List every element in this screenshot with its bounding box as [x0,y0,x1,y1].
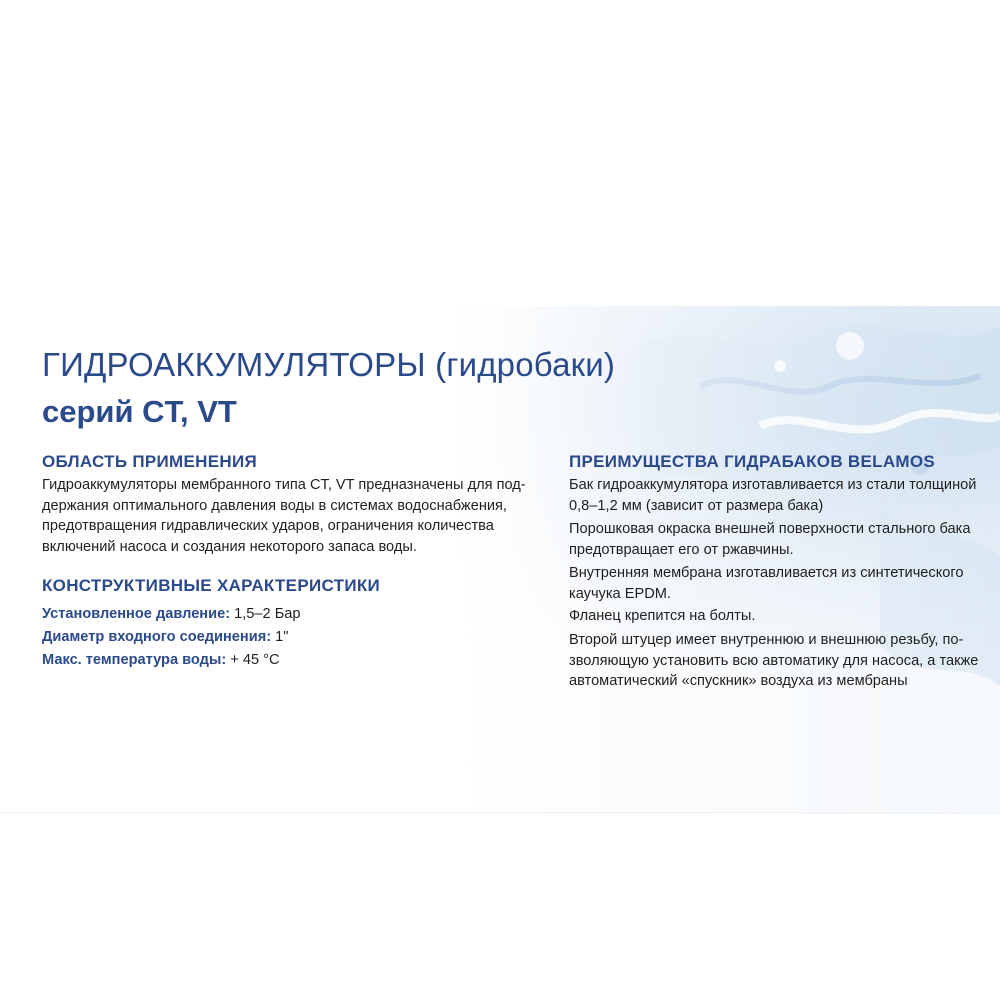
spec-inlet-diameter [42,627,288,647]
bottom-divider [0,812,1000,813]
advantage-line: каучука EPDM. [569,585,671,602]
spec-value: + 45 °C [230,652,280,668]
advantages-heading: ПРЕИМУЩЕСТВА ГИДРАБАКОВ BELAMOS [569,452,936,471]
page-subtitle: серий CT, VT [42,394,237,429]
page-title: ГИДРОАККУМУЛЯТОРЫ (гидробаки) [42,346,616,383]
advantage-line: Внутренняя мембрана изготавливается из синтетического [569,565,964,581]
advantage-line: 0,8–1,2 мм (зависит от размера бака) [569,497,824,514]
application-line: предотвращения гидравлических ударов, ограничения количества [42,518,494,534]
advantage-line: Второй штуцер имеет внутреннюю и внешнюю резьбу, по- [569,632,964,648]
advantage-item [569,630,979,692]
advantage-line: Порошковая окраска внешней поверхности стального бака [569,521,971,537]
advantage-item [569,563,974,604]
advantage-line: предотвращает его от ржавчины. [569,541,794,558]
application-text [42,475,526,557]
advantage-item [569,475,977,516]
advantage-item [569,519,974,560]
spec-value: 1" [275,629,289,645]
application-heading: ОБЛАСТЬ ПРИМЕНЕНИЯ [42,452,257,471]
application-line: держания оптимального давления воды в системах водоснабжения, [42,497,507,514]
spec-value: 1,5–2 Бар [234,606,301,622]
advantage-item [569,606,974,627]
spec-label: Макс. температура воды: [42,652,227,668]
application-line: включений насоса и создания некоторого запаса воды. [42,538,417,555]
spec-label: Установленное давление: [42,606,231,622]
advantage-line: Фланец крепится на болты. [569,608,756,624]
application-line: Гидроаккумуляторы мембранного типа CT, VT предназначены для под- [42,477,526,493]
spec-pressure [42,604,301,624]
spec-label: Диаметр входного соединения: [42,629,272,645]
spec-max-temperature [42,650,280,670]
specs-heading: КОНСТРУКТИВНЫЕ ХАРАКТЕРИСТИКИ [42,576,381,595]
advantage-line: зволяющую установить всю автоматику для насоса, а также [569,652,979,669]
advantage-line: Бак гидроаккумулятора изготавливается из стали толщиной [569,477,977,493]
advantage-line: автоматический «спускник» воздуха из мембраны [569,673,908,689]
